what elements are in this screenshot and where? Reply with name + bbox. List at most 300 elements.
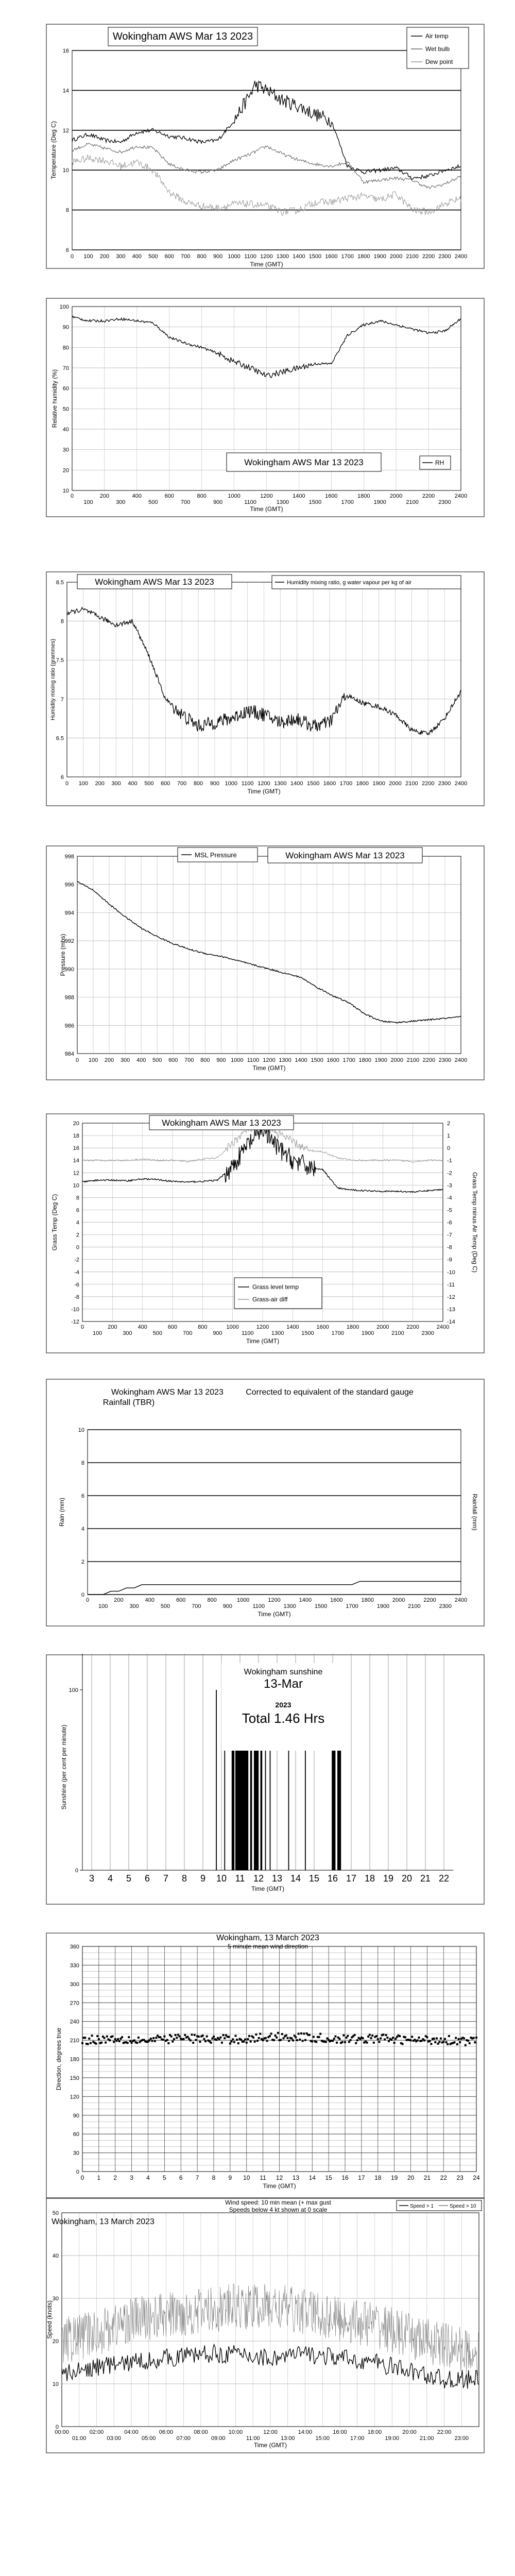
direction-point	[299, 2039, 301, 2041]
x-tick-label: 300	[116, 499, 126, 505]
x-tick-label: 1500	[311, 1057, 323, 1063]
x-tick-label: 2400	[454, 781, 468, 787]
direction-point	[187, 2036, 189, 2038]
direction-point	[105, 2041, 107, 2043]
direction-point	[176, 2037, 178, 2039]
y-tick-label: 6	[60, 774, 64, 781]
x-tick-label: 11	[260, 2174, 266, 2181]
direction-point	[286, 2037, 288, 2039]
chart-subtitle: Wind speed: 10 min mean (+ max gust	[225, 2199, 331, 2206]
direction-point	[269, 2035, 271, 2037]
x-tick-label: 600	[168, 1057, 178, 1063]
direction-point	[371, 2035, 373, 2037]
direction-point	[399, 2035, 401, 2037]
direction-point	[434, 2041, 436, 2043]
direction-point	[282, 2037, 284, 2039]
y-tick-label: 14	[62, 88, 69, 94]
direction-point	[296, 2039, 298, 2041]
direction-point	[274, 2035, 277, 2037]
direction-point	[171, 2041, 174, 2043]
y-tick-label: 330	[70, 1962, 79, 1969]
y-tick-label: 8.5	[56, 580, 64, 586]
x-tick-label: 200	[95, 781, 105, 787]
direction-point	[304, 2039, 306, 2041]
direction-point	[127, 2042, 129, 2044]
x-tick-label: 1800	[346, 1324, 359, 1330]
x-tick-label: 20:00	[402, 2429, 417, 2435]
x-tick-label: 1500	[314, 1603, 328, 1609]
x-tick-label: 2300	[439, 1603, 452, 1609]
y-tick-label: 90	[73, 2112, 79, 2119]
y-tick-label: 60	[62, 385, 69, 392]
direction-point	[199, 2041, 201, 2043]
direction-point	[155, 2037, 157, 2039]
x-tick-label: 0	[80, 2174, 84, 2181]
x-tick-label: 1200	[263, 1057, 276, 1063]
x-tick-label: 300	[111, 781, 121, 787]
direction-point	[151, 2040, 153, 2042]
y-tick-label: 10	[52, 2381, 59, 2387]
x-tick-label: 10	[216, 1873, 227, 1884]
x-tick-label: 500	[144, 781, 154, 787]
x-tick-label: 09:00	[211, 2435, 226, 2442]
x-tick-label: 1700	[331, 1330, 345, 1336]
x-tick-label: 700	[192, 1603, 201, 1609]
x-tick-label: 14	[290, 1873, 301, 1884]
x-tick-label: 2100	[408, 1603, 421, 1609]
x-tick-label: 2000	[376, 1324, 389, 1330]
direction-point	[277, 2032, 279, 2034]
x-tick-label: 1000	[228, 493, 241, 499]
x-tick-label: 1100	[241, 781, 254, 787]
x-tick-label: 2100	[391, 1330, 404, 1336]
y-right-tick-label: -8	[447, 1244, 452, 1251]
direction-point	[231, 2040, 233, 2042]
direction-point	[175, 2034, 177, 2036]
y-tick-label: 0	[81, 1592, 84, 1598]
direction-point	[204, 2040, 207, 2042]
direction-point	[244, 2039, 246, 2041]
legend	[234, 1278, 322, 1309]
x-tick-label: 19:00	[385, 2435, 400, 2442]
y-tick-label: 992	[64, 938, 74, 945]
direction-point	[369, 2033, 371, 2036]
x-tick-label: 7	[195, 2174, 199, 2181]
y-tick-label: 210	[70, 2038, 79, 2044]
chart-subtitle: Rainfall (TBR)	[102, 1398, 155, 1407]
x-tick-label: 300	[123, 1330, 132, 1336]
y-right-tick-label: -5	[447, 1207, 452, 1214]
x-axis-label: Time (GMT)	[252, 1064, 286, 1072]
x-axis-label: Time (GMT)	[247, 788, 281, 795]
chart-frame	[46, 1379, 484, 1626]
y-right-tick-label: -3	[447, 1182, 452, 1189]
x-tick-label: 1400	[286, 1324, 299, 1330]
x-tick-label: 23:00	[454, 2435, 469, 2442]
chart-frame	[46, 1114, 484, 1353]
y-tick-label: 16	[73, 1145, 79, 1152]
y-right-tick-label: -2	[447, 1170, 452, 1177]
direction-point	[173, 2038, 175, 2040]
chart-7	[0, 1654, 515, 1906]
y-axis-label: Sunshine (per cent per minute)	[60, 1724, 67, 1810]
direction-point	[388, 2040, 390, 2042]
direction-point	[473, 2037, 475, 2039]
x-tick-label: 2100	[406, 499, 419, 505]
x-tick-label: 400	[128, 781, 138, 787]
x-tick-label: 500	[148, 253, 158, 260]
y-tick-label: 10	[78, 1427, 84, 1433]
direction-point	[295, 2036, 297, 2038]
direction-point	[445, 2041, 448, 2043]
legend-label: Humidity mixing ratio, g water vapour per kg of air	[287, 580, 412, 586]
legend-label: Wet bulb	[425, 45, 450, 53]
x-tick-label: 12	[253, 1873, 264, 1884]
x-tick-label: 13	[292, 2174, 300, 2181]
direction-point	[394, 2038, 397, 2040]
chart-frame	[46, 572, 484, 806]
direction-point	[211, 2038, 213, 2040]
x-tick-label: 700	[177, 781, 187, 787]
direction-point	[255, 2033, 257, 2036]
direction-point	[342, 2035, 345, 2037]
y-tick-label: 6	[65, 247, 69, 253]
x-tick-label: 0	[80, 1324, 84, 1330]
direction-point	[417, 2039, 419, 2041]
chart-5	[0, 1113, 515, 1355]
direction-point	[402, 2043, 404, 2045]
y-tick-label: 240	[70, 2019, 79, 2025]
x-tick-label: 08:00	[194, 2429, 208, 2435]
direction-point	[285, 2035, 287, 2037]
y-tick-label: 0	[76, 1244, 79, 1251]
x-tick-label: 1800	[358, 1057, 371, 1063]
direction-point	[138, 2037, 140, 2039]
y-tick-label: 4	[81, 1526, 84, 1532]
x-tick-label: 1600	[330, 1597, 343, 1603]
chart-year: 2023	[275, 1701, 291, 1709]
y-tick-label: 988	[64, 994, 74, 1001]
direction-point	[203, 2038, 205, 2040]
direction-point	[338, 2038, 340, 2040]
direction-point	[276, 2037, 278, 2039]
x-tick-label: 2300	[438, 253, 451, 260]
x-tick-label: 800	[197, 493, 207, 499]
x-tick-label: 900	[213, 499, 223, 505]
x-tick-label: 1600	[323, 781, 336, 787]
y-tick-label: 60	[73, 2131, 79, 2138]
direction-point	[273, 2039, 275, 2041]
direction-point	[411, 2036, 413, 2038]
direction-point	[100, 2042, 102, 2044]
direction-point	[198, 2036, 200, 2038]
y-right-tick-label: -4	[447, 1195, 452, 1201]
y-tick-label: 30	[73, 2150, 79, 2157]
direction-point	[98, 2038, 100, 2040]
x-tick-label: 700	[184, 1057, 194, 1063]
y-tick-label: 7.5	[56, 657, 64, 664]
x-tick-label: 20	[407, 2174, 415, 2181]
direction-point	[457, 2038, 459, 2040]
direction-point	[456, 2043, 458, 2045]
direction-point	[354, 2034, 356, 2036]
x-tick-label: 2100	[405, 781, 418, 787]
chart-frame	[46, 846, 484, 1080]
direction-point	[302, 2040, 304, 2042]
x-tick-label: 11	[235, 1873, 245, 1884]
x-axis-label: Time (GMT)	[253, 2442, 287, 2449]
y-axis-label: Speed (knots)	[46, 2300, 53, 2339]
direction-point	[233, 2041, 235, 2043]
x-tick-label: 500	[148, 499, 158, 505]
y-tick-label: 100	[59, 304, 69, 310]
x-tick-label: 1900	[361, 1330, 374, 1336]
x-tick-label: 15	[325, 2174, 332, 2181]
direction-point	[475, 2037, 477, 2039]
y-tick-label: -6	[74, 1281, 79, 1288]
direction-point	[95, 2043, 97, 2045]
x-tick-label: 0	[85, 1597, 90, 1603]
legend-label: Speed > 1	[410, 2204, 434, 2209]
direction-point	[423, 2039, 425, 2041]
x-tick-label: 1500	[306, 781, 320, 787]
direction-point	[447, 2043, 449, 2045]
x-tick-label: 5	[163, 2174, 166, 2181]
direction-point	[88, 2038, 90, 2040]
x-tick-label: 1700	[339, 781, 353, 787]
y-tick-label: 70	[62, 365, 69, 371]
direction-point	[213, 2036, 215, 2038]
direction-point	[210, 2042, 212, 2044]
x-tick-label: 16	[327, 1873, 338, 1884]
direction-point	[440, 2038, 442, 2040]
direction-point	[170, 2036, 173, 2038]
x-tick-label: 1500	[308, 499, 322, 505]
x-tick-label: 9	[200, 1873, 206, 1884]
x-tick-label: 1900	[372, 781, 385, 787]
y-tick-label: 990	[64, 966, 74, 973]
x-tick-label: 17	[358, 2174, 365, 2181]
x-tick-label: 02:00	[89, 2429, 104, 2435]
y-axis-label: Temperature (Deg C)	[50, 121, 57, 179]
x-tick-label: 900	[213, 1330, 222, 1336]
y-tick-label: 10	[62, 167, 69, 174]
direction-point	[150, 2038, 152, 2040]
x-tick-label: 1000	[225, 781, 237, 787]
y-tick-label: 6	[81, 1493, 84, 1499]
direction-point	[308, 2034, 311, 2036]
x-axis-label: Time (GMT)	[258, 1611, 291, 1618]
y-tick-label: 300	[70, 1981, 79, 1988]
direction-point	[319, 2033, 321, 2035]
direction-point	[229, 2043, 231, 2045]
direction-point	[133, 2039, 135, 2041]
x-tick-label: 15:00	[315, 2435, 330, 2442]
x-tick-label: 21	[423, 2174, 431, 2181]
x-tick-label: 0	[65, 781, 69, 787]
x-tick-label: 17:00	[350, 2435, 365, 2442]
direction-point	[87, 2043, 89, 2045]
y-tick-label: -2	[74, 1257, 79, 1263]
x-tick-label: 2000	[392, 1597, 405, 1603]
x-tick-label: 1000	[231, 1057, 244, 1063]
x-tick-label: 300	[120, 1057, 130, 1063]
y-axis-label: Humidity mixing ratio (grammes)	[50, 638, 56, 721]
y-tick-label: 998	[64, 854, 74, 860]
direction-point	[235, 2035, 237, 2037]
x-tick-label: 500	[152, 1057, 162, 1063]
x-tick-label: 1300	[276, 499, 289, 505]
y-tick-label: 0	[76, 2169, 79, 2175]
x-axis-label: Time (GMT)	[251, 1885, 285, 1892]
direction-point	[375, 2035, 377, 2037]
x-tick-label: 1100	[252, 1603, 265, 1609]
x-tick-label: 16:00	[333, 2429, 347, 2435]
x-tick-label: 400	[132, 493, 142, 499]
y-tick-label: 20	[62, 467, 69, 474]
y-tick-label: 2	[81, 1559, 84, 1565]
x-tick-label: 6	[144, 1873, 150, 1884]
y-tick-label: 2	[76, 1232, 79, 1239]
x-tick-label: 10:00	[228, 2429, 243, 2435]
direction-point	[410, 2039, 412, 2041]
direction-point	[179, 2036, 181, 2038]
y-right-tick-label: 0	[447, 1145, 451, 1152]
direction-point	[292, 2039, 294, 2041]
direction-point	[347, 2035, 349, 2037]
x-tick-label: 12	[276, 2174, 283, 2181]
x-tick-label: 700	[182, 1330, 193, 1336]
direction-point	[117, 2038, 119, 2040]
x-tick-label: 05:00	[141, 2435, 156, 2442]
direction-point	[265, 2037, 267, 2039]
direction-point	[240, 2039, 242, 2041]
y-tick-label: 0	[75, 1868, 78, 1874]
direction-point	[474, 2041, 476, 2043]
x-tick-label: 2000	[389, 253, 403, 260]
direction-point	[262, 2039, 264, 2041]
sunshine-total: Total 1.46 Hrs	[242, 1710, 325, 1726]
x-tick-label: 8	[181, 1873, 187, 1884]
x-tick-label: 03:00	[107, 2435, 122, 2442]
x-tick-label: 2200	[422, 493, 435, 499]
direction-point	[325, 2041, 327, 2043]
x-tick-label: 1200	[260, 493, 273, 499]
x-tick-label: 500	[160, 1603, 170, 1609]
chart-subtitle-2: Speeds below 4 kt shown at 0 scale	[229, 2206, 328, 2213]
x-tick-label: 400	[145, 1597, 155, 1603]
x-tick-label: 1100	[244, 253, 256, 260]
direction-point	[438, 2041, 440, 2043]
direction-point	[311, 2040, 313, 2042]
y-tick-label: 14	[73, 1158, 79, 1164]
x-tick-label: 2200	[423, 1597, 436, 1603]
x-tick-label: 400	[136, 1057, 146, 1063]
y-tick-label: 180	[70, 2056, 79, 2063]
chart-subtitle: 5 minute mean wind direction	[227, 1943, 308, 1950]
x-tick-label: 1600	[325, 493, 338, 499]
x-tick-label: 1300	[279, 1057, 291, 1063]
chart-title: Wokingham, 13 March 2023	[52, 2217, 154, 2226]
direction-point	[270, 2032, 272, 2035]
x-tick-label: 1800	[356, 781, 369, 787]
y-tick-label: 8	[76, 1195, 79, 1201]
y-tick-label: 40	[62, 427, 69, 433]
x-tick-label: 18	[364, 1873, 375, 1884]
direction-point	[290, 2038, 293, 2040]
x-tick-label: 2400	[454, 253, 468, 260]
direction-point	[386, 2037, 388, 2039]
y-tick-label: 50	[52, 2210, 59, 2216]
y-tick-label: -10	[71, 1306, 79, 1313]
direction-point	[459, 2041, 461, 2043]
direction-point	[191, 2033, 193, 2036]
direction-point	[128, 2036, 130, 2038]
y-tick-label: 7	[60, 696, 64, 703]
y-right-tick-label: -13	[447, 1306, 455, 1313]
direction-point	[194, 2034, 196, 2036]
y-tick-label: 270	[70, 2000, 79, 2007]
direction-point	[246, 2042, 248, 2044]
direction-point	[184, 2034, 186, 2036]
direction-point	[256, 2040, 259, 2042]
direction-point	[385, 2034, 387, 2036]
x-tick-label: 1900	[376, 1603, 390, 1609]
direction-point	[463, 2038, 465, 2040]
x-tick-label: 1700	[346, 1603, 358, 1609]
direction-point	[222, 2034, 225, 2036]
x-tick-label: 2300	[438, 499, 451, 505]
chart-subtitle: 13-Mar	[263, 1677, 303, 1691]
x-tick-label: 14	[308, 2174, 316, 2181]
x-tick-label: 13:00	[280, 2435, 295, 2442]
x-tick-label: 800	[198, 1324, 208, 1330]
y-tick-label: -4	[74, 1269, 79, 1276]
y-tick-label: -12	[71, 1319, 79, 1325]
x-tick-label: 1100	[247, 1057, 260, 1063]
direction-point	[366, 2042, 368, 2044]
y-tick-label: 986	[64, 1023, 74, 1029]
y-axis-label: Relative humidity (%)	[51, 369, 58, 428]
x-tick-label: 1800	[357, 493, 370, 499]
direction-point	[91, 2035, 93, 2037]
x-tick-label: 06:00	[159, 2429, 174, 2435]
y-right-axis-label: Grass Temp minus Air Temp (Deg C)	[471, 1172, 478, 1273]
direction-point	[166, 2039, 168, 2041]
chart-1	[0, 23, 515, 270]
legend-label: Speed > 10	[450, 2204, 476, 2209]
direction-point	[159, 2036, 161, 2038]
x-tick-label: 11:00	[246, 2435, 260, 2442]
x-tick-label: 1200	[260, 253, 273, 260]
x-tick-label: 7	[163, 1873, 169, 1884]
direction-point	[183, 2038, 185, 2040]
direction-point	[81, 2042, 83, 2044]
x-tick-label: 900	[213, 253, 223, 260]
x-tick-label: 3	[130, 2174, 133, 2181]
direction-point	[370, 2037, 372, 2039]
direction-point	[280, 2039, 282, 2041]
x-tick-label: 2100	[406, 1057, 420, 1063]
legend-label: Grass level temp	[252, 1283, 299, 1291]
direction-point	[113, 2041, 115, 2043]
chart-title: Wokingham AWS Mar 13 2023	[111, 1388, 224, 1397]
direction-point	[350, 2039, 352, 2041]
x-tick-label: 600	[167, 1324, 178, 1330]
y-tick-label: 0	[55, 2424, 59, 2430]
direction-point	[167, 2042, 169, 2044]
direction-point	[237, 2042, 239, 2044]
